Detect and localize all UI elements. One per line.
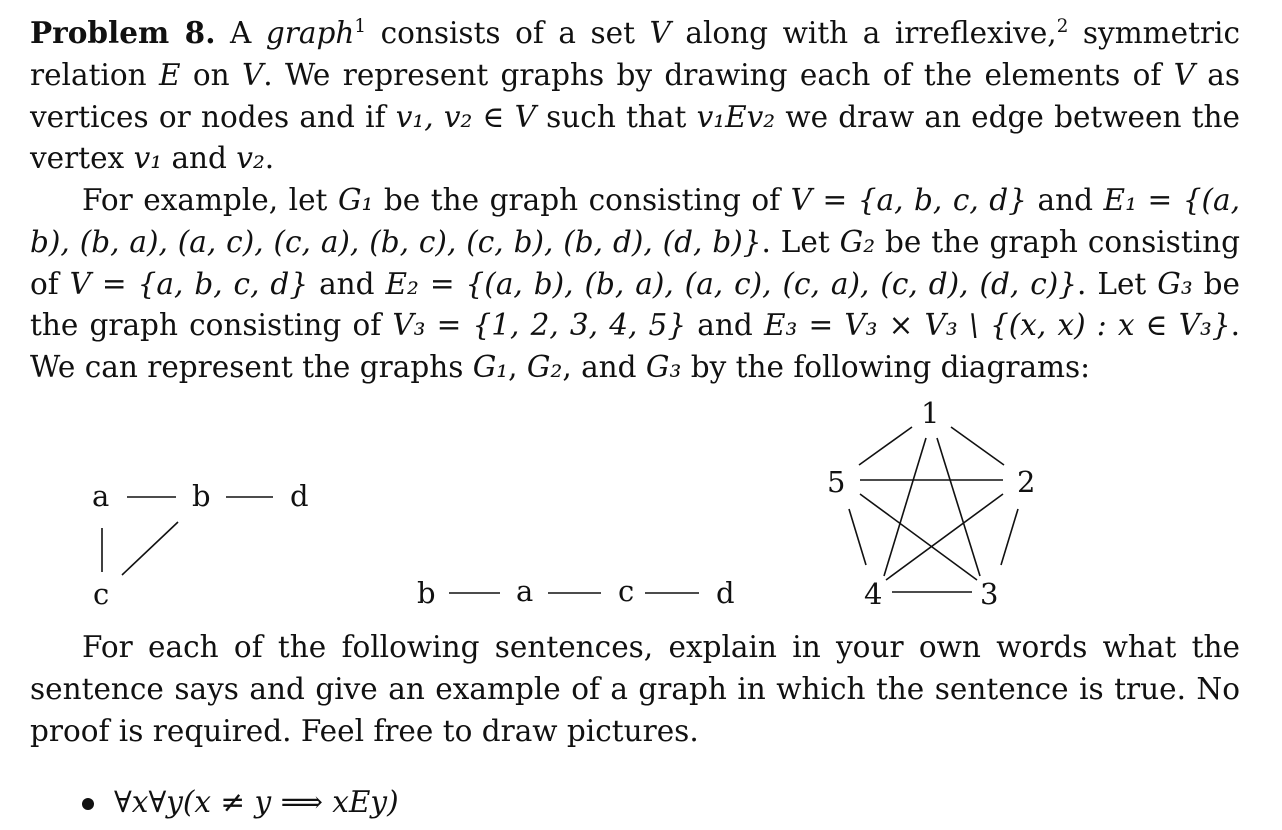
math: v₁ — [133, 141, 163, 176]
graph-g3-diagram — [827, 396, 1035, 611]
instructions-paragraph: For each of the following sentences, explain in your own words what the sentence says and give an example of a graph in which the sentence is true. No proof is required. Feel free to draw pictures. — [30, 630, 1240, 748]
footnote-1: 1 — [354, 16, 367, 38]
graph-g1-diagram — [92, 479, 309, 611]
math: G₃ — [1157, 266, 1193, 301]
math: G₂ — [526, 350, 563, 385]
text: be the graph consisting of — [30, 224, 1240, 301]
node-g3-4: 4 — [864, 577, 883, 611]
math: G₁ — [337, 183, 374, 217]
text: , — [508, 350, 527, 385]
math: E₁ = {(a, b), (b, a), (a, c), (c, a), (b, c), (c, b), (b, d), (d, b)} — [30, 183, 1240, 259]
node-g1-d: d — [290, 479, 309, 513]
text: . — [264, 141, 275, 176]
node-g2-b: b — [417, 576, 436, 610]
text: consists of a set — [366, 16, 650, 50]
math: v₂ — [236, 141, 265, 176]
math: E — [158, 57, 181, 92]
bullet-dot-icon — [82, 798, 94, 810]
math: G₂ — [839, 224, 876, 259]
edge-g3-1-5 — [859, 427, 912, 465]
math: V = {a, b, c, d} — [69, 266, 309, 301]
text: by the following diagrams: — [681, 350, 1091, 385]
graph-g2-diagram — [417, 574, 735, 610]
text: . We can represent the graphs — [30, 308, 1240, 385]
edge-g1-b-c — [122, 522, 178, 575]
math: V = {a, b, c, d} — [790, 183, 1027, 217]
term-graph: graph — [265, 16, 355, 50]
node-g2-d: d — [716, 576, 735, 610]
node-g2-c: c — [618, 574, 635, 608]
edge-g3-1-2 — [951, 427, 1004, 465]
text: and — [162, 141, 237, 176]
math: V — [649, 16, 671, 50]
bullet-formula: ∀x∀y(x ≠ y ⟹ xEy) — [114, 785, 399, 819]
math: G₃ — [645, 350, 682, 385]
text: symmetric relation — [30, 16, 1241, 92]
edge-g3-5-3 — [860, 494, 977, 580]
text: as vertices or nodes and if — [30, 57, 1240, 134]
node-g3-2: 2 — [1017, 465, 1036, 499]
math: V₃ = {1, 2, 3, 4, 5} — [392, 308, 687, 343]
math: E₂ = {(a, b), (b, a), (a, c), (c, a), (c, d), (d, c)} — [385, 266, 1078, 301]
text: , and — [562, 350, 646, 385]
node-g3-5: 5 — [827, 465, 846, 499]
text: and — [308, 266, 386, 301]
list-item — [82, 782, 399, 822]
math: G₁ — [472, 350, 509, 385]
text: on — [180, 57, 242, 92]
text: we draw an edge between the vertex — [30, 99, 1240, 176]
node-g2-a: a — [516, 574, 534, 608]
text: . Let — [1077, 266, 1158, 301]
node-g3-3: 3 — [980, 577, 999, 611]
text: . Let — [761, 224, 840, 259]
text: A — [215, 16, 266, 50]
text: such that — [535, 99, 697, 134]
edge-g3-5-4 — [849, 509, 866, 565]
node-g1-b: b — [192, 479, 211, 513]
text: . We represent graphs by drawing each of the elements of — [263, 57, 1174, 92]
problem-label: Problem 8. — [30, 15, 216, 50]
text: For example, let — [82, 183, 338, 217]
node-g3-1: 1 — [921, 396, 940, 430]
node-g1-a: a — [92, 479, 110, 513]
edge-g3-2-4 — [886, 494, 1003, 580]
math: v₁Ev₂ — [696, 99, 776, 134]
math: V — [1173, 57, 1195, 92]
text: be the graph consisting of — [373, 183, 791, 217]
text: and — [1026, 183, 1104, 217]
math: V — [241, 57, 264, 92]
text: be the graph consisting of — [30, 266, 1240, 343]
math: E₃ = V₃ × V₃ \ {(x, x) : x ∈ V₃} — [763, 308, 1231, 343]
node-g1-c: c — [93, 577, 110, 611]
text: and — [686, 308, 764, 343]
edge-g3-2-3 — [1001, 509, 1018, 565]
text: along with a irreflexive, — [670, 16, 1057, 50]
math: v₁, v₂ ∈ V — [395, 99, 536, 134]
footnote-2: 2 — [1056, 16, 1069, 38]
